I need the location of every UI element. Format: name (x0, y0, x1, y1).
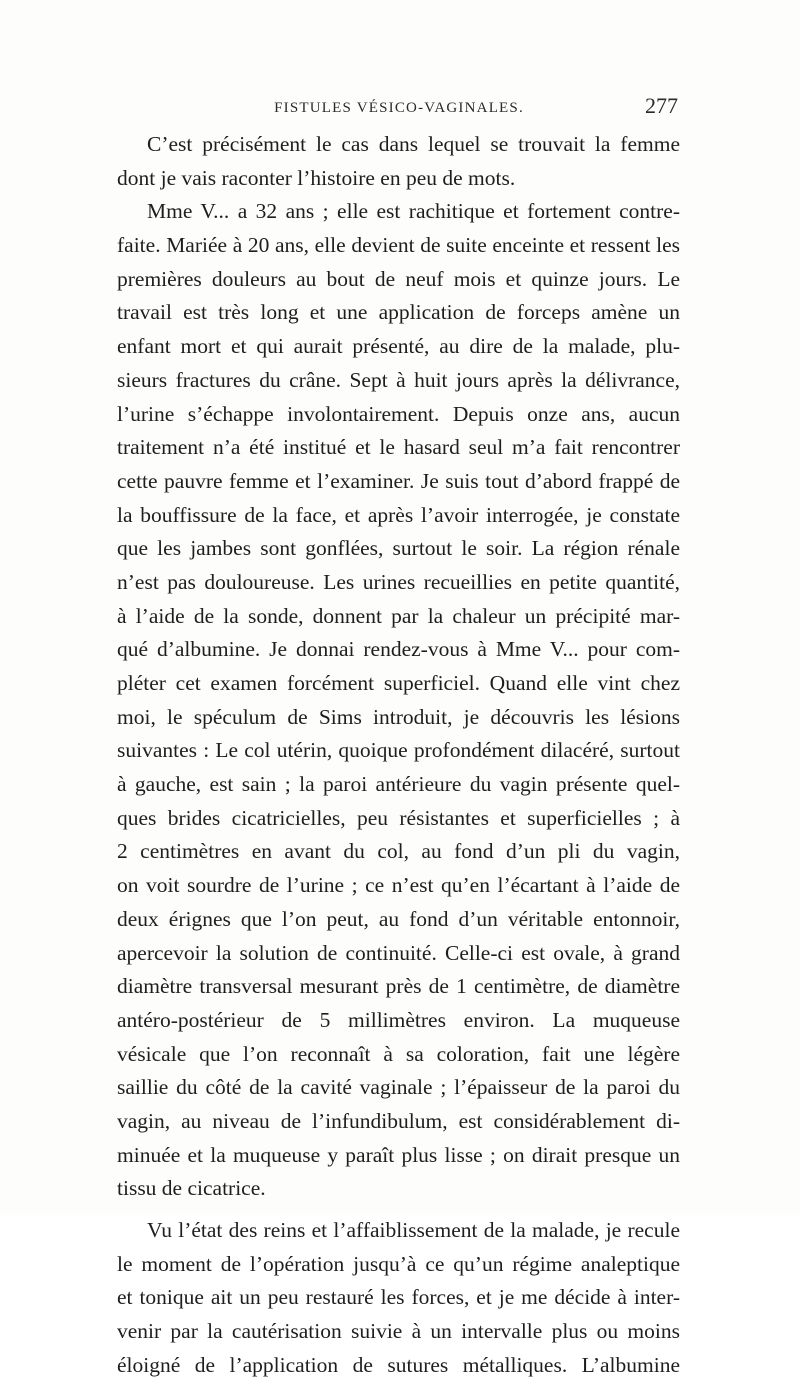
text-line: travail est très long et une application de forceps amène un (117, 300, 680, 325)
body-text (117, 128, 680, 1382)
running-head (118, 95, 680, 123)
text-line: traitement n’a été institué et le hasard seul m’a fait rencontrer (117, 435, 680, 460)
text-line: deux érignes que l’on peut, au fond d’un véritable entonnoir, (117, 906, 680, 931)
text-line: C’est précisément le cas dans lequel se trouvait la femme (147, 132, 680, 156)
text-line: Mme V... a 32 ans ; elle est rachitique et fortement contre- (147, 199, 680, 224)
text-line: suivantes : Le col utérin, quoique profondément dilacéré, surtout (117, 738, 680, 763)
text-line: dont je vais raconter l’histoire en peu de mots. (117, 165, 516, 190)
text-line: faite. Mariée à 20 ans, elle devient de suite enceinte et ressent les (117, 233, 680, 258)
text-line: 2 centimètres en avant du col, au fond d’un pli du vagin, (117, 839, 680, 864)
text-line: n’est pas douloureuse. Les urines recueillies en petite quantité, (117, 569, 680, 594)
text-line: que les jambes sont gonflées, surtout le soir. La région rénale (117, 536, 680, 561)
text-line: et tonique ait un peu restauré les forces, et je me décide à inter- (117, 1285, 680, 1310)
text-line: sieurs fractures du crâne. Sept à huit jours après la délivrance, (117, 367, 680, 392)
text-line: à gauche, est sain ; la paroi antérieure du vagin présente quel- (117, 772, 680, 797)
paragraph-spacer (117, 1206, 680, 1214)
text-line: minuée et la muqueuse y paraît plus lisse ; on dirait presque un (117, 1142, 680, 1167)
text-line: qué d’albumine. Je donnai rendez-vous à Mme V... pour com- (117, 637, 680, 662)
text-line: moi, le spéculum de Sims introduit, je découvris les lésions (117, 704, 680, 729)
text-line: venir par la cautérisation suivie à un intervalle plus ou moins (117, 1319, 680, 1344)
text-line: la bouffissure de la face, et après l’avoir interrogée, je constate (117, 502, 680, 527)
text-line: diamètre transversal mesurant près de 1 centimètre, de diamètre (117, 974, 680, 999)
text-line: premières douleurs au bout de neuf mois et quinze jours. Le (117, 266, 680, 291)
text-line: enfant mort et qui aurait présenté, au dire de la malade, plu- (117, 334, 680, 359)
text-line: éloigné de l’application de sutures métalliques. L’albumine (117, 1352, 680, 1377)
text-line: ques brides cicatricielles, peu résistantes et superficielles ; à (117, 805, 680, 830)
text-line: on voit sourdre de l’urine ; ce n’est qu’en l’écartant à l’aide de (117, 873, 680, 898)
paragraph (117, 1214, 680, 1382)
text-line: saillie du côté de la cavité vaginale ; l’épaisseur de la paroi du (117, 1075, 680, 1100)
text-line: vésicale que l’on reconnaît à sa coloration, fait une légère (117, 1041, 680, 1066)
text-line: pléter cet examen forcément superficiel. Quand elle vint chez (117, 671, 680, 695)
text-line: l’urine s’échappe involontairement. Depuis onze ans, aucun (117, 401, 680, 426)
text-line: cette pauvre femme et l’examiner. Je suis tout d’abord frappé de (117, 468, 680, 493)
running-title: FISTULES VÉSICO-VAGINALES. (274, 100, 524, 116)
text-line: Vu l’état des reins et l’affaiblissement de la malade, je recule (147, 1218, 680, 1242)
paragraph (117, 195, 680, 1206)
text-line: tissu de cicatrice. (117, 1176, 266, 1201)
text-line: vagin, au niveau de l’infundibulum, est considérablement di- (117, 1108, 680, 1133)
text-line: le moment de l’opération jusqu’à ce qu’un régime analeptique (117, 1251, 680, 1276)
page-number: 277 (645, 93, 678, 118)
text-line: apercevoir la solution de continuité. Celle-ci est ovale, à grand (117, 940, 680, 965)
text-line: à l’aide de la sonde, donnent par la chaleur un précipité mar- (117, 603, 680, 628)
text-line: antéro-postérieur de 5 millimètres environ. La muqueuse (117, 1007, 680, 1032)
paragraph (117, 128, 680, 195)
